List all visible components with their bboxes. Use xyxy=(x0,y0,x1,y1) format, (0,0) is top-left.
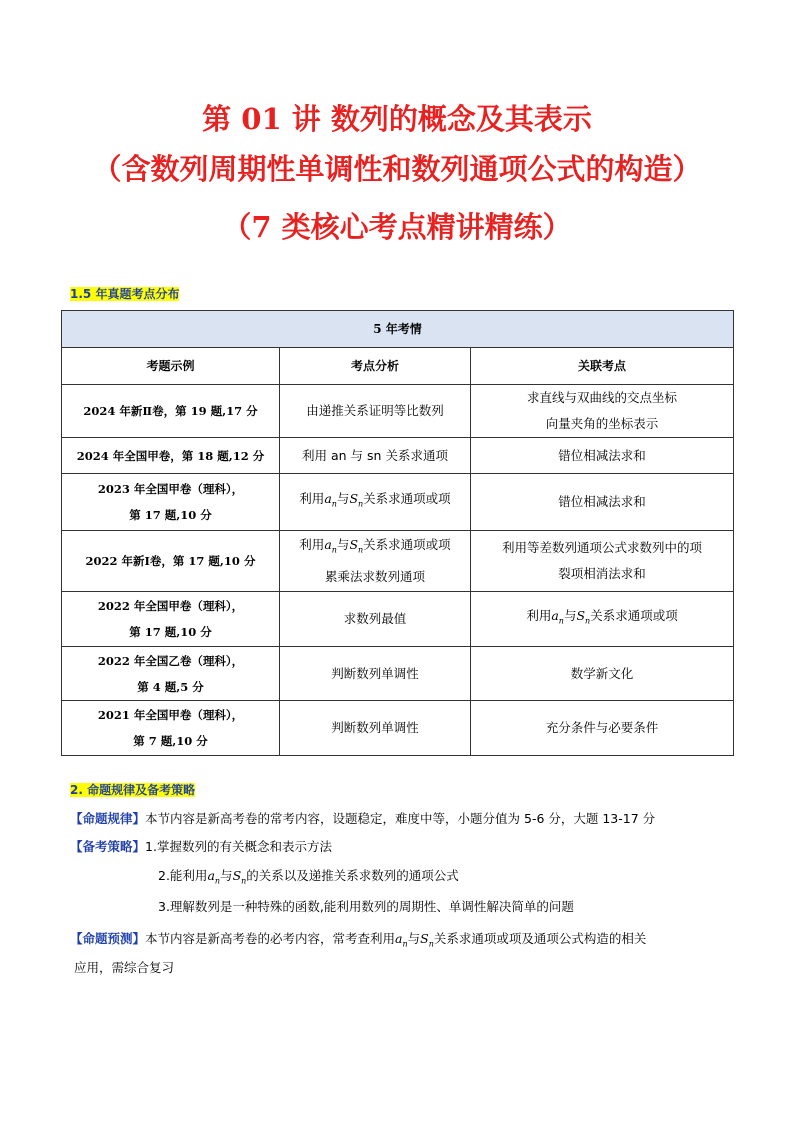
cell-example: 2022 年全国乙卷（理科）， 第 4 题,5 分 xyxy=(62,647,280,701)
cell-related: 错位相减法求和 xyxy=(471,474,734,531)
table-row xyxy=(62,531,734,592)
rule-paragraph xyxy=(70,809,655,827)
strategy-tag: 【备考策略】 xyxy=(70,839,146,854)
cell-related: 利用等差数列通项公式求数列中的项 裂项相消法求和 xyxy=(471,531,734,592)
table-row xyxy=(62,647,734,701)
cell-related: 数学新文化 xyxy=(471,647,734,701)
table-row xyxy=(62,474,734,531)
cell-analysis: 利用$a_n$与$S_n$关系求通项或项 xyxy=(280,474,471,531)
cell-related: 充分条件与必要条件 xyxy=(471,701,734,756)
exam-table xyxy=(61,310,734,756)
table-caption: 5 年考情 xyxy=(62,311,734,348)
cell-analysis: 由递推关系证明等比数列 xyxy=(280,385,471,438)
strategy-item-3: 3.理解数列是一种特殊的函数,能利用数列的周期性、单调性解决简单的问题 xyxy=(158,899,574,914)
table-row xyxy=(62,438,734,474)
title-line-3: （7 类核心考点精讲精练） xyxy=(222,210,572,244)
column-header-analysis: 考点分析 xyxy=(280,348,471,385)
section-1-title: 5 年真题考点分布 xyxy=(82,287,180,301)
section-1-heading xyxy=(70,285,179,302)
table-row xyxy=(62,701,734,756)
table-row xyxy=(62,385,734,438)
rule-tag: 【命题规律】 xyxy=(70,811,146,826)
cell-analysis: 判断数列单调性 xyxy=(280,701,471,756)
title-line-2: （含数列周期性单调性和数列通项公式的构造） xyxy=(92,152,702,186)
predict-paragraph-cont: 应用，需综合复习 xyxy=(74,960,175,975)
cell-example: 2022 年全国甲卷（理科）， 第 17 题,10 分 xyxy=(62,592,280,647)
cell-example: 2024 年新Ⅱ卷，第 19 题,17 分 xyxy=(62,385,280,438)
strategy-item-2: 2.能利用$a_n$与$S_n$的关系以及递推关系求数列的通项公式 xyxy=(158,868,459,886)
table-row xyxy=(62,592,734,647)
strategy-item-1: 1.掌握数列的有关概念和表示方法 xyxy=(145,839,332,854)
cell-analysis: 求数列最值 xyxy=(280,592,471,647)
cell-related: 求直线与双曲线的交点坐标 向量夹角的坐标表示 xyxy=(471,385,734,438)
cell-related: 错位相减法求和 xyxy=(471,438,734,474)
column-header-example: 考题示例 xyxy=(62,348,280,385)
predict-tag: 【命题预测】 xyxy=(70,931,146,946)
title-line-1: 第 01 讲 数列的概念及其表示 xyxy=(202,102,592,136)
rule-text: 本节内容是新高考卷的常考内容，设题稳定，难度中等，小题分值为 5-6 分，大题 13-17 分 xyxy=(145,811,656,826)
cell-related: 利用$a_n$与$S_n$关系求通项或项 xyxy=(471,592,734,647)
column-header-related: 关联考点 xyxy=(471,348,734,385)
cell-example: 2022 年新Ⅰ卷，第 17 题,10 分 xyxy=(62,531,280,592)
section-2-heading: 2. 命题规律及备考策略 xyxy=(70,783,196,797)
cell-example: 2021 年全国甲卷（理科）， 第 7 题,10 分 xyxy=(62,701,280,756)
section-1-number: 1. xyxy=(70,287,83,301)
cell-analysis: 利用$a_n$与$S_n$关系求通项或项 累乘法求数列通项 xyxy=(280,531,471,592)
predict-paragraph: 【命题预测】本节内容是新高考卷的必考内容，常考查利用$a_n$与$S_n$关系求通项或项及通项公式构造的相关 xyxy=(70,931,647,949)
strategy-paragraph xyxy=(70,837,332,855)
cell-analysis: 判断数列单调性 xyxy=(280,647,471,701)
cell-example: 2023 年全国甲卷（理科）， 第 17 题,10 分 xyxy=(62,474,280,531)
cell-analysis: 利用 an 与 sn 关系求通项 xyxy=(280,438,471,474)
cell-example: 2024 年全国甲卷，第 18 题,12 分 xyxy=(62,438,280,474)
